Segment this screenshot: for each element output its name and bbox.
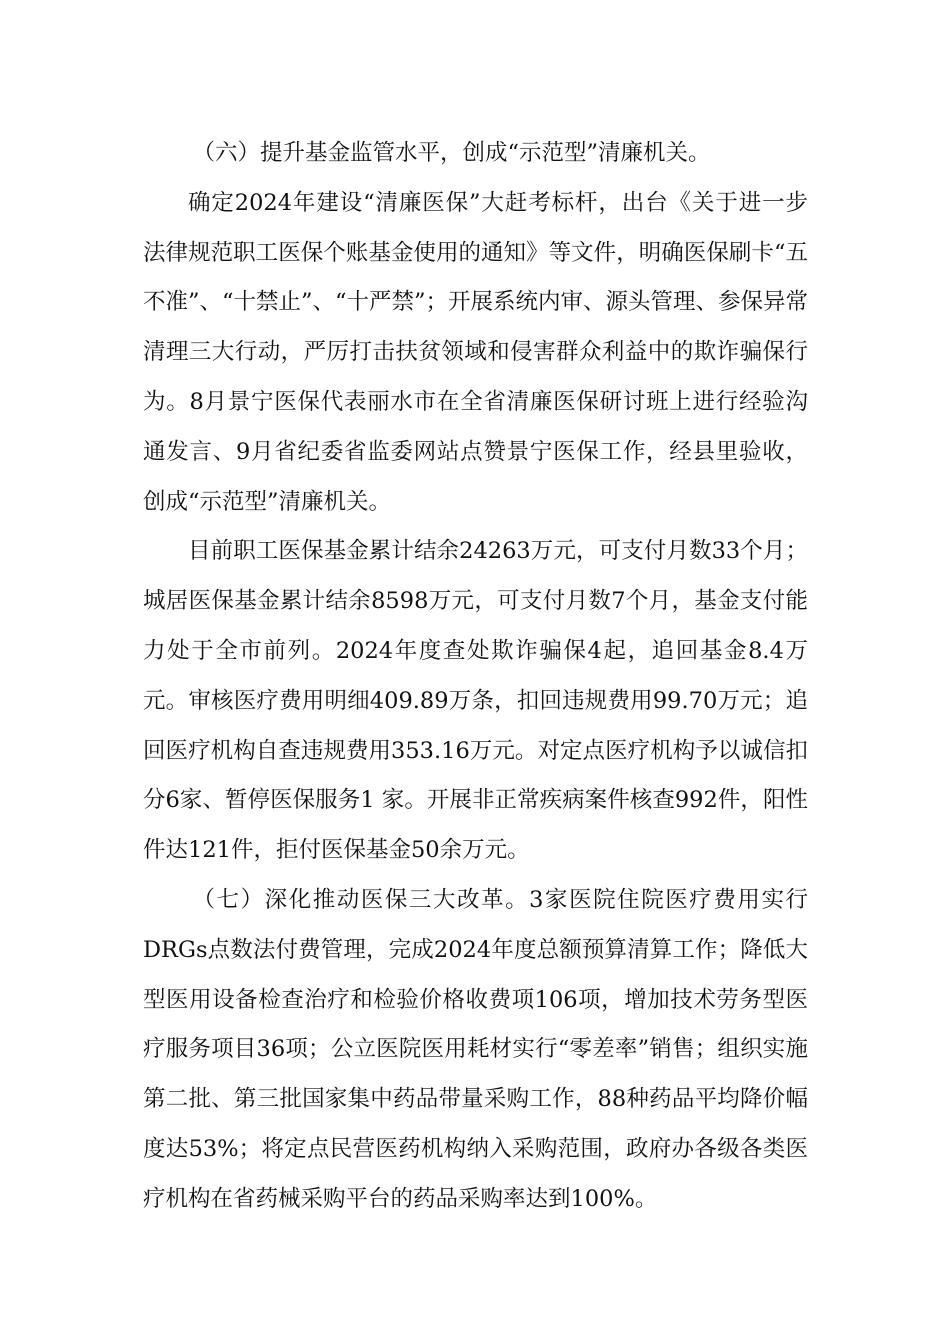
section-heading-6: （六）提升基金监管水平，创成“示范型”清廉机关。	[192, 140, 711, 166]
paragraph-clean-insurance: 确定2024年建设“清廉医保”大赶考标杆，出台《关于进一步法律规范职工医保个账基金使用的通知》等文件，明确医保刷卡“五不准”、“十禁止”、“十严禁”；开展系统内审、源头管理、参保异常清理三大行动，严厉打击扶贫领域和侵害群众利益中的欺诈骗保行为。8月景宁医保代表丽水市在全省清廉医保研讨班上进行经验沟通发言、9月省纪委省监委网站点赞景宁医保工作，经县里验收，创成“示范型”清廉机关。	[143, 189, 809, 515]
paragraph-fund-balance: 目前职工医保基金累计结余24263万元，可支付月数33个月；城居医保基金累计结余8598万元，可支付月数7个月，基金支付能力处于全市前列。2024年度查处欺诈骗保4起，追回基金8.4万元。审核医疗费用明细409.89万条，扣回违规费用99.70万元；追回医疗机构自查违规费用353.16万元。对定点医疗机构予以诚信扣分6家、暂停医保服务1 家。开展非正常疾病案件核查992件，阳性件达121件，拒付医保基金50余万元。	[143, 538, 808, 864]
section-heading-7: （七）深化推动医保三大改革。3家医院住院医疗费用实行DRGs点数法付费管理，完成2024年度总额预算清算工作；降低大型医用设备检查治疗和检验价格收费项106项，增加技术劳务型医疗服务项目36项；公立医院医用耗材实行“零差率”销售；组织实施第二批、第三批国家集中药品带量采购工作，88种药品平均降价幅度达53%；将定点民营医药机构纳入采购范围，政府办各级各类医疗机构在省药械采购平台的药品采购率达到100%。	[143, 886, 808, 1212]
document-body	[143, 129, 808, 1225]
